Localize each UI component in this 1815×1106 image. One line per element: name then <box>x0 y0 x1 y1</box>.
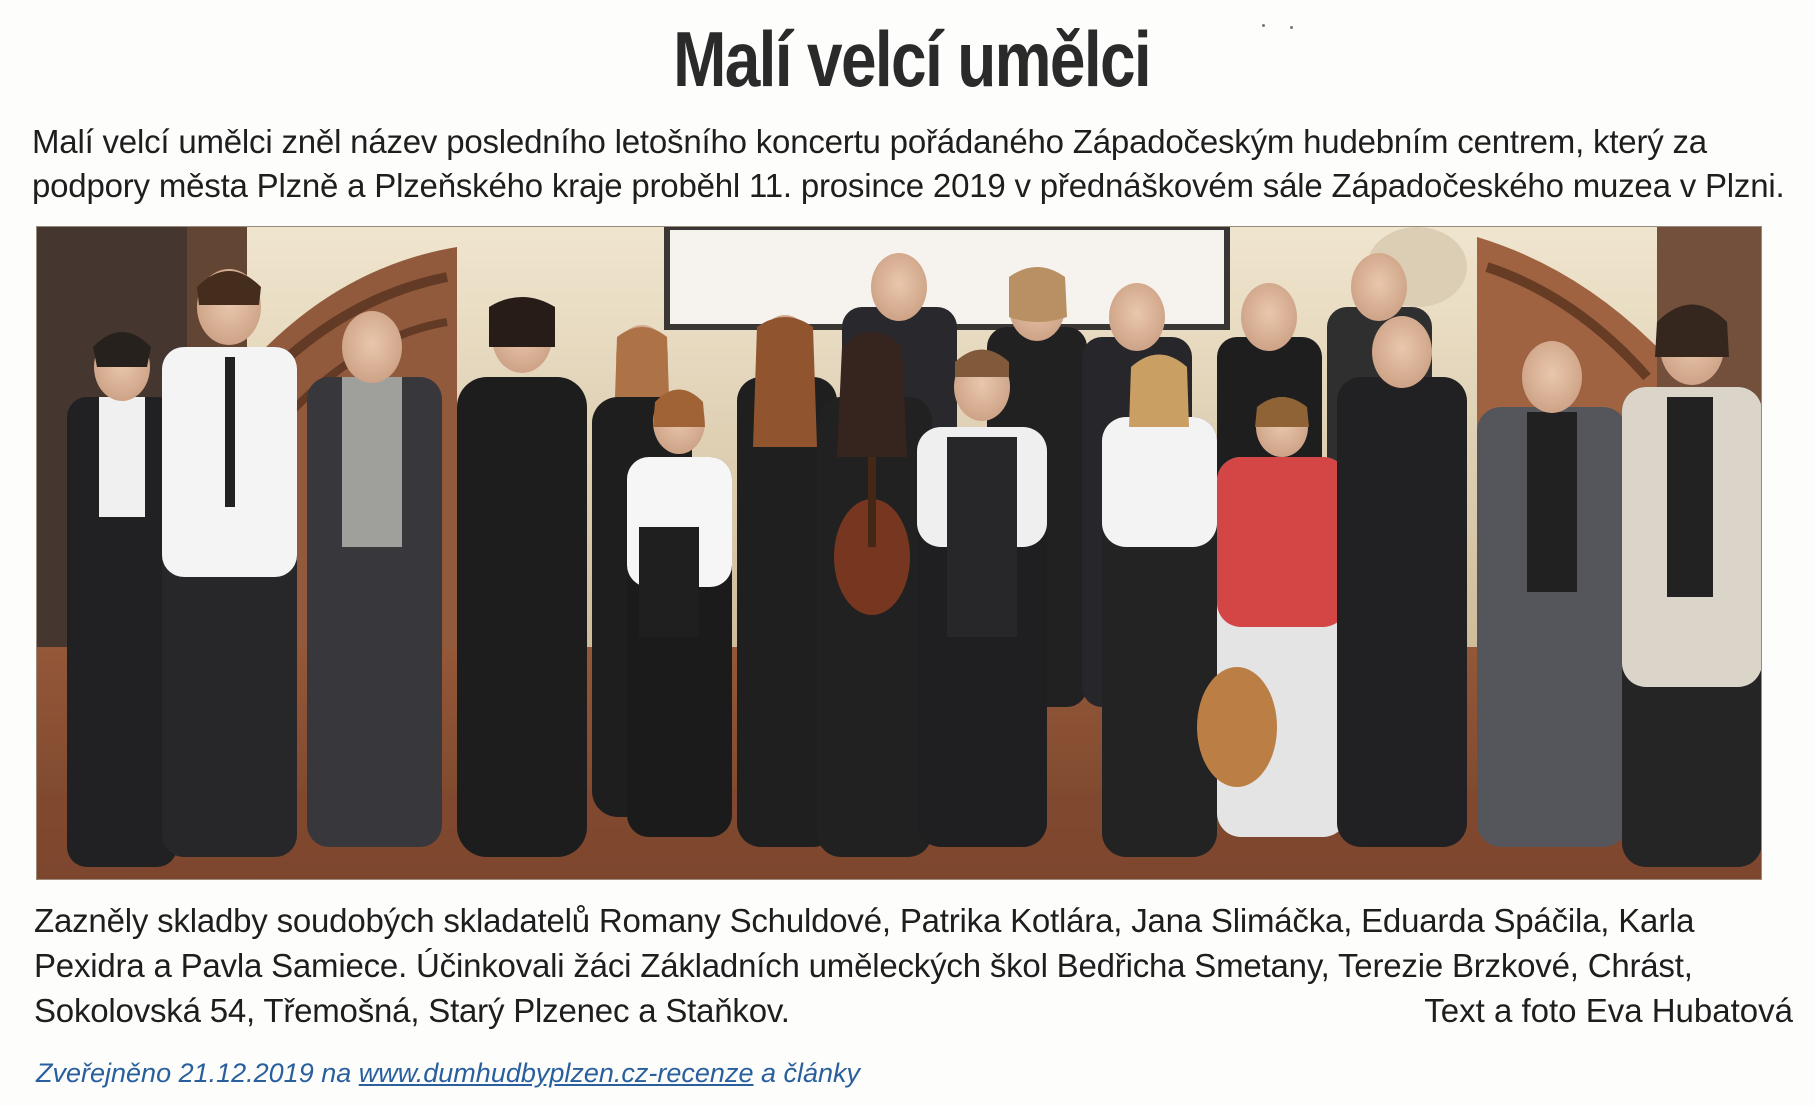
published-note <box>36 1055 860 1091</box>
published-prefix: Zveřejněno 21.12.2019 na <box>36 1058 352 1088</box>
concert-group-photo <box>36 226 1762 880</box>
photo-credit: Text a foto Eva Hubatová <box>1424 992 1793 1029</box>
article-body: Zazněly skladby soudobých skladatelů Romany Schuldové, Patrika Kotlára, Jana Slimáčka, Eduarda Spáčila, Karla Pexidra a Pavla Samiece. Účinkovali žáci Základních uměleckých škol Bedřicha Smetany, Terezie Brzkové, Chrást, Sokolovská 54, Třemošná, Starý Plzenec a Staňkov. <box>34 902 1695 1029</box>
source-link[interactable]: www.dumhudbyplzen.cz-recenze <box>358 1058 754 1088</box>
article-lead: Malí velcí umělci zněl název posledního letošního koncertu pořádaného Západočeským hudebním centrem, který za podpory města Plzně a Plzeňského kraje proběhl 11. prosince 2019 v přednáškovém sále Západočeského muzea v Plzni. <box>32 123 1785 204</box>
photo-illustration <box>37 227 1761 879</box>
article-title: Malí velcí umělci <box>673 15 1151 103</box>
published-suffix: a články <box>760 1058 861 1088</box>
